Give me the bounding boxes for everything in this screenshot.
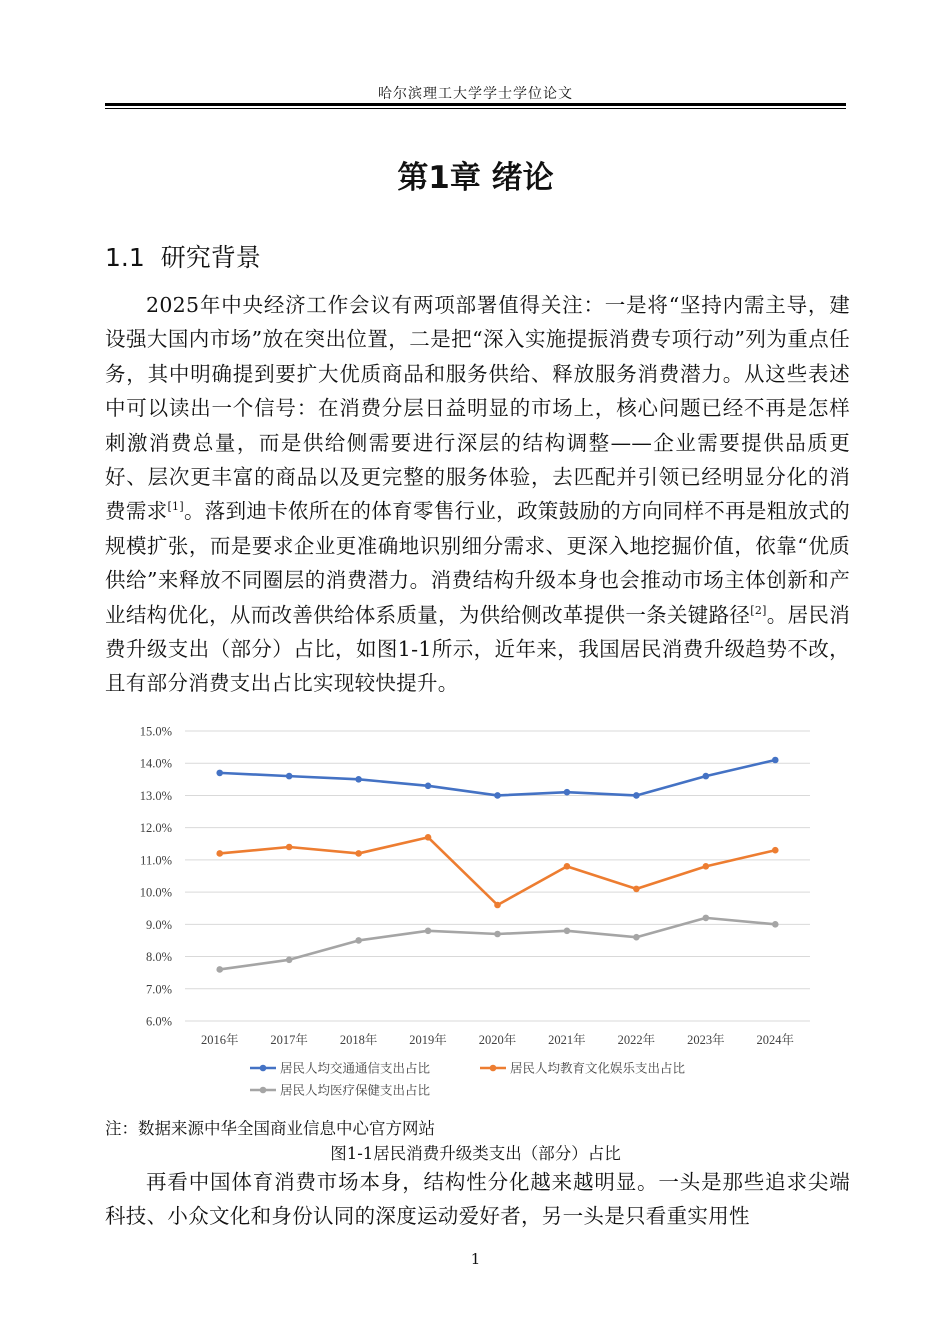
data-point [216, 850, 223, 857]
data-point [355, 776, 362, 783]
paragraph-text: 。落到迪卡侬所在的体育零售行业，政策鼓励的方向同样不再是粗放式的规模扩张，而是要求企业更准确地识别细分需求、更深入地挖掘价值，依靠“优质供给”来释放不同圈层的消费潜力。消费结构升级本身也会推动市场主体创新和产业结构优化，从而改善供给体系质量，为供给侧改革提供一条关键路径 [105, 499, 850, 627]
y-tick-label: 9.0% [145, 917, 172, 932]
data-point [703, 915, 710, 922]
x-tick-label: 2020年 [478, 1033, 517, 1047]
y-tick-label: 10.0% [139, 885, 172, 900]
y-tick-label: 8.0% [145, 950, 172, 965]
x-tick-label: 2018年 [339, 1033, 378, 1047]
data-point [772, 921, 779, 928]
x-tick-label: 2016年 [200, 1033, 239, 1047]
page-number: 1 [470, 1250, 481, 1268]
legend-swatch-marker [490, 1065, 497, 1072]
x-tick-label: 2022年 [617, 1033, 656, 1047]
data-point [494, 931, 501, 938]
data-point [216, 770, 223, 777]
data-point [564, 863, 571, 870]
data-point [703, 773, 710, 780]
y-tick-label: 13.0% [139, 788, 172, 803]
body-paragraph-1 [105, 288, 850, 701]
legend-swatch-marker [260, 1065, 267, 1072]
data-point [494, 792, 501, 799]
x-tick-label: 2023年 [687, 1033, 725, 1047]
citation-ref: [1] [167, 500, 184, 514]
y-tick-label: 14.0% [139, 756, 172, 771]
data-point [633, 886, 640, 893]
x-tick-label: 2024年 [756, 1033, 795, 1047]
y-tick-label: 7.0% [145, 982, 172, 997]
x-tick-label: 2017年 [270, 1033, 308, 1047]
data-point [494, 902, 501, 909]
series-line [220, 918, 776, 970]
paragraph-text: 。居民消费升级支出（部分）占比，如图1-1所示，近年来，我国居民消费升级趋势不改，且有部分消费支出占比实现较快提升。 [105, 602, 850, 696]
y-tick-label: 6.0% [145, 1014, 172, 1029]
figure-caption: 图1-1居民消费升级类支出（部分）占比 [330, 1144, 621, 1163]
data-point [703, 863, 710, 870]
data-point [286, 956, 293, 963]
figure-note: 注：数据来源中华全国商业信息中心官方网站 [105, 1119, 435, 1138]
legend-label: 居民人均交通通信支出占比 [280, 1061, 431, 1076]
y-tick-label: 11.0% [140, 853, 172, 868]
running-header: 哈尔滨理工大学学士学位论文 [378, 86, 573, 102]
series-line [220, 837, 776, 905]
data-point [286, 844, 293, 851]
series-line [220, 760, 776, 795]
data-point [772, 847, 779, 854]
legend-label: 居民人均医疗保健支出占比 [280, 1083, 431, 1098]
x-tick-label: 2019年 [409, 1033, 447, 1047]
data-point [425, 834, 432, 841]
data-point [425, 927, 432, 934]
legend-swatch-marker [260, 1087, 267, 1094]
section-title: 研究背景 [160, 243, 261, 272]
x-tick-label: 2021年 [548, 1033, 586, 1047]
chapter-title: 第1章 绪论 [397, 160, 554, 196]
section-heading [105, 238, 261, 274]
consumption-share-line-chart [105, 718, 845, 1113]
data-point [633, 792, 640, 799]
section-number: 1.1 [105, 243, 145, 272]
paragraph-text: 2025年中央经济工作会议有两项部署值得关注：一是将“坚持内需主导，建设强大国内市场”放在突出位置，二是把“深入实施提振消费专项行动”列为重点任务，其中明确提到要扩大优质商品和服务供给、释放服务消费潜力。从这些表述中可以读出一个信号：在消费分层日益明显的市场上，核心问题已经不再是怎样刺激消费总量，而是供给侧需要进行深层的结构调整——企业需要提供品质更好、层次更丰富的商品以及更完整的服务体验，去匹配并引领已经明显分化的消费需求 [105, 293, 850, 524]
data-point [355, 937, 362, 944]
data-point [425, 782, 432, 789]
data-point [216, 966, 223, 973]
citation-ref: [2] [750, 603, 767, 617]
y-tick-label: 15.0% [139, 724, 172, 739]
data-point [564, 927, 571, 934]
data-point [355, 850, 362, 857]
data-point [633, 934, 640, 941]
legend-label: 居民人均教育文化娱乐支出占比 [510, 1061, 686, 1076]
y-tick-label: 12.0% [139, 821, 172, 836]
header-rule-thick [105, 103, 846, 106]
data-point [564, 789, 571, 796]
body-paragraph-2: 再看中国体育消费市场本身，结构性分化越来越明显。一头是那些追求尖端科技、小众文化和身份认同的深度运动爱好者，另一头是只看重实用性 [105, 1170, 850, 1229]
header-rule-thin [105, 108, 846, 109]
data-point [772, 757, 779, 764]
data-point [286, 773, 293, 780]
